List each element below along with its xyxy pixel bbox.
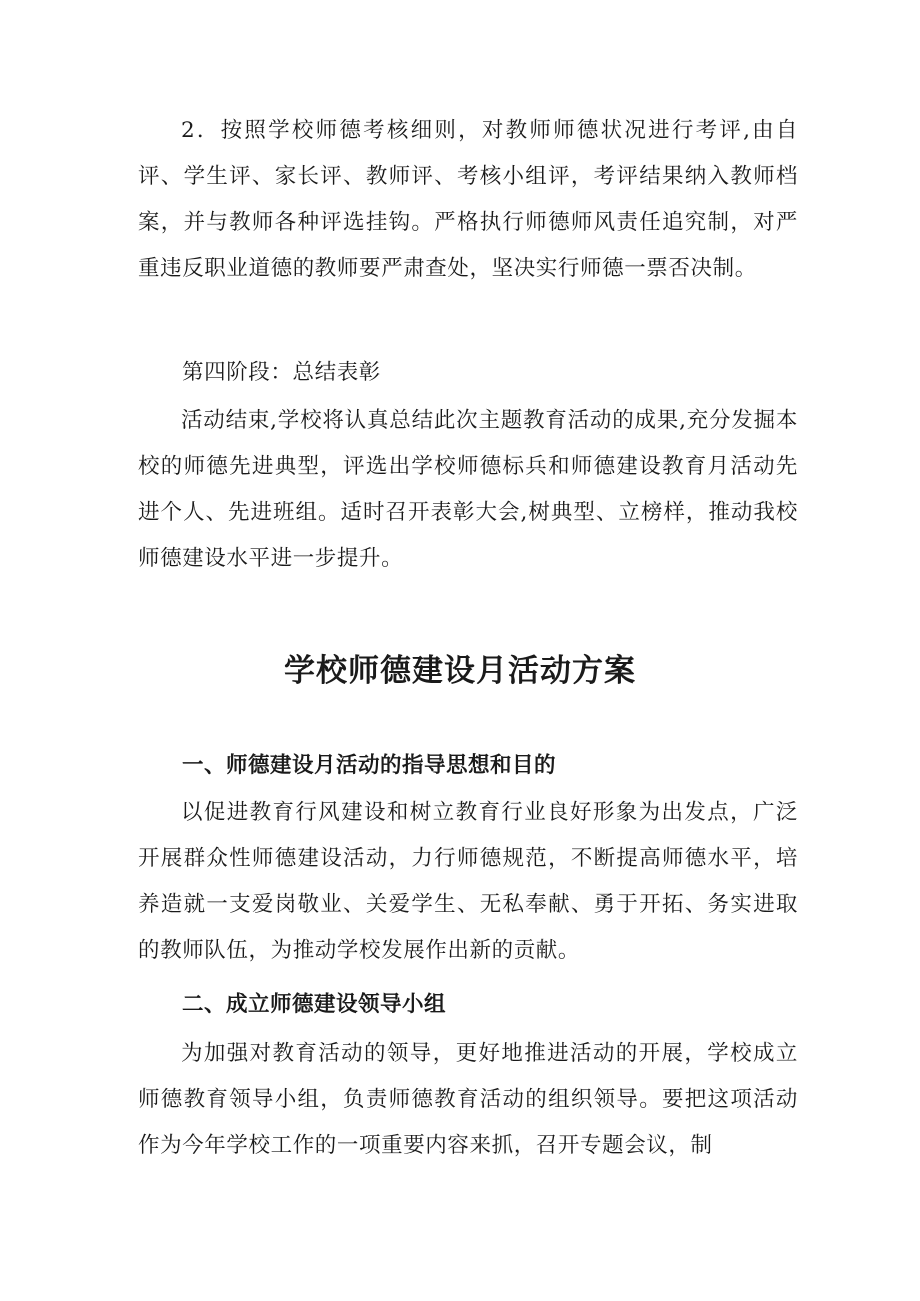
section-one-paragraph: 以促进教育行风建设和树立教育行业良好形象为出发点，广泛开展群众性师德建设活动，力行师德规范，不断提高师德水平，培养造就一支爱岗敬业、关爱学生、无私奉献、勇于开拓、务实进取的教师队伍，为推动学校发展作出新的贡献。 xyxy=(138,800,798,963)
stage-four-paragraph: 活动结束,学校将认真总结此次主题教育活动的成果,充分发掘本校的师德先进典型，评选出学校师德标兵和师德建设教育月活动先进个人、先进班组。适时召开表彰大会,树典型、立榜样，推动我校师德建设水平进一步提升。 xyxy=(138,408,798,571)
document-title: 学校师德建设月活动方案 xyxy=(284,653,636,689)
section-one-heading: 一、师德建设月活动的指导思想和目的 xyxy=(182,753,557,778)
section-two-heading: 二、成立师德建设领导小组 xyxy=(182,992,447,1017)
stage-four-label: 第四阶段：总结表彰 xyxy=(182,360,381,385)
section-two-paragraph: 为加强对教育活动的领导，更好地推进活动的开展，学校成立师德教育领导小组，负责师德教育活动的组织领导。要把这项活动作为今年学校工作的一项重要内容来抓，召开专题会议，制 xyxy=(138,1041,798,1158)
assessment-paragraph: 2．按照学校师德考核细则，对教师师德状况进行考评,由自评、学生评、家长评、教师评、考核小组评，考评结果纳入教师档案，并与教师各种评选挂钩。严格执行师德师风责任追究制，对严重违反职业道德的教师要严肃查处，坚决实行师德一票否决制。 xyxy=(138,118,798,281)
